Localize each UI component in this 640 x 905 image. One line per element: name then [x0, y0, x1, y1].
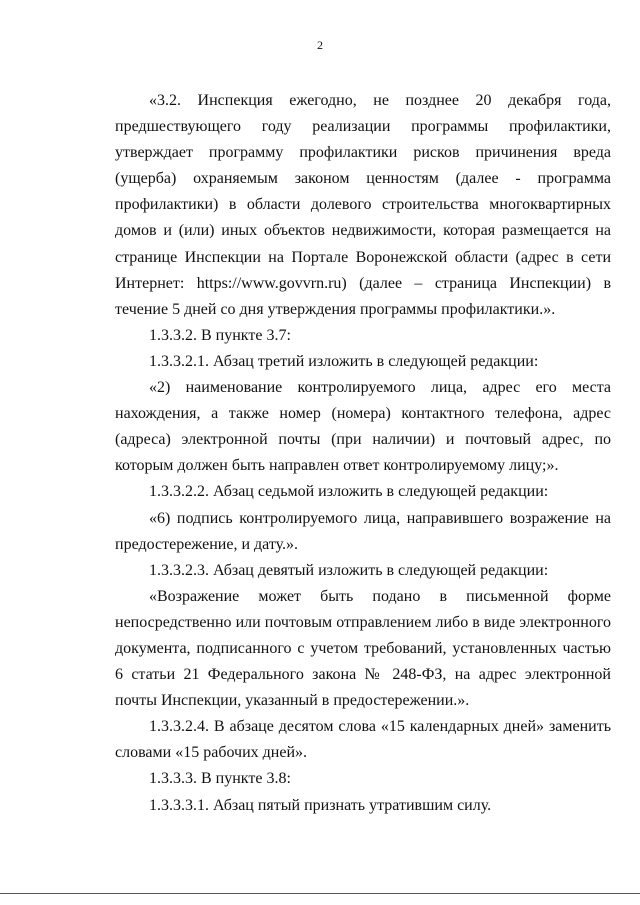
paragraph-1-3-3-3: 1.3.3.3. В пункте 3.8: — [149, 770, 291, 788]
paragraph-item-2: «2) наименование контролируемого лица, адрес его места нахождения, а также номер (номера) контактного телефона, адрес (адреса) электронной почты (при наличии) и почтовый адрес, по которым должен быть направлен ответ контролируемому лицу;». — [115, 379, 611, 475]
paragraph-objection: «Возражение может быть подано в письменной форме непосредственно или почтовым отправлением либо в виде электронного документа, подписанного с учетом требований, установленных частью 6 статьи 21 Федерального закона № 248-ФЗ, на адрес электронной почты Инспекции, указанный в предостережении.». — [115, 587, 611, 710]
paragraph-1-3-3-2: 1.3.3.2. В пункте 3.7: — [149, 326, 291, 344]
paragraph-1-3-3-2-4: 1.3.3.2.4. В абзаце десятом слова «15 календарных дней» заменить словами «15 рабочих дней». — [115, 718, 611, 762]
paragraph-1-3-3-2-1: 1.3.3.2.1. Абзац третий изложить в следующей редакции: — [149, 352, 539, 370]
paragraph-3-2: «3.2. Инспекция ежегодно, не позднее 20 декабря года, предшествующего году реализации программы профилактики, утверждает программу профилактики рисков причинения вреда (ущерба) охраняемым законом ценностям (далее - программа профилактики) в области долевого строительства многоквартирных домов и (или) иных объектов недвижимости, которая размещается на странице Инспекции на Портале Воронежской области (адрес в сети Интернет: https://www.govvrn.ru) (далее – страница Инспекции) в течение 5 дней со дня утверждения программы профилактики.». — [115, 92, 611, 318]
document-body — [115, 88, 611, 819]
page-number: 2 — [317, 38, 323, 52]
paragraph-item-6: «6) подпись контролируемого лица, направившего возражение на предостережение, и дату.». — [115, 509, 611, 553]
paragraph-1-3-3-3-1: 1.3.3.3.1. Абзац пятый признать утратившим силу. — [149, 796, 492, 814]
paragraph-1-3-3-2-3: 1.3.3.2.3. Абзац девятый изложить в следующей редакции: — [149, 561, 549, 579]
bottom-rule — [0, 893, 640, 894]
paragraph-1-3-3-2-2: 1.3.3.2.2. Абзац седьмой изложить в следующей редакции: — [149, 483, 549, 501]
